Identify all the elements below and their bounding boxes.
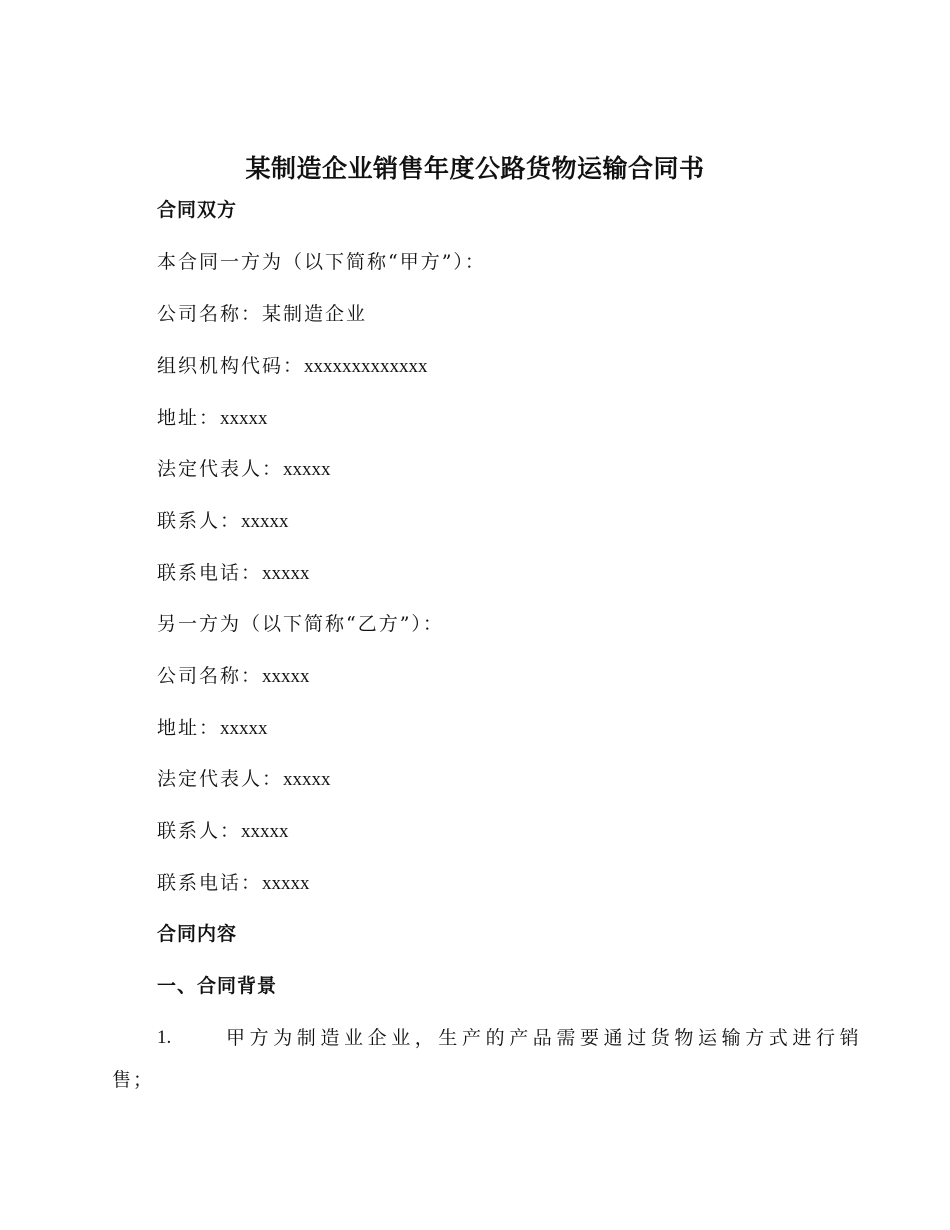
party-b-contact-value: xxxxx	[241, 821, 289, 842]
section-heading-parties: 合同双方	[157, 199, 238, 221]
background-item-number: 1.	[157, 1027, 172, 1048]
party-a-phone-value: xxxxx	[262, 563, 310, 584]
party-a-contact-value: xxxxx	[241, 511, 289, 532]
party-b-company-value: xxxxx	[262, 666, 310, 687]
background-item-text-continued: 售；	[112, 1069, 155, 1091]
party-b-company	[157, 662, 310, 691]
party-a-phone-label: 联系电话：	[157, 562, 263, 584]
party-b-address	[157, 714, 268, 743]
background-item-text: 甲方为制造业企业，生产的产品需要通过货物运输方式进行销	[226, 1027, 864, 1049]
party-b-address-value: xxxxx	[220, 718, 268, 739]
document-title: 某制造企业销售年度公路货物运输合同书	[245, 154, 705, 183]
party-b-phone-value: xxxxx	[262, 873, 310, 894]
party-a-address-label: 地址：	[157, 407, 221, 429]
party-a-org-code-label: 组织机构代码：	[157, 355, 305, 377]
party-a-contact	[157, 507, 289, 536]
party-b-address-label: 地址：	[157, 717, 221, 739]
party-a-phone	[157, 559, 310, 588]
party-a-org-code-value: xxxxxxxxxxxxx	[304, 356, 428, 377]
party-a-legal-rep	[157, 455, 331, 484]
section-heading-background: 一、合同背景	[157, 975, 278, 997]
party-a-address	[157, 404, 268, 433]
party-b-legal-rep-value: xxxxx	[283, 769, 331, 790]
party-b-phone-label: 联系电话：	[157, 872, 263, 894]
party-b-phone	[157, 869, 310, 898]
party-b-contact	[157, 817, 289, 846]
party-a-company	[157, 300, 367, 328]
party-a-legal-rep-label: 法定代表人：	[157, 458, 284, 480]
party-b-contact-label: 联系人：	[157, 820, 242, 842]
party-b-company-label: 公司名称：	[157, 665, 263, 687]
party-a-company-label: 公司名称：	[157, 303, 263, 325]
party-a-org-code	[157, 352, 428, 381]
party-b-intro: 另一方为（以下简称“乙方”）：	[157, 613, 444, 635]
party-b-legal-rep-label: 法定代表人：	[157, 768, 284, 790]
party-a-address-value: xxxxx	[220, 408, 268, 429]
party-a-company-value: 某制造企业	[262, 303, 368, 325]
party-b-legal-rep	[157, 765, 331, 794]
party-a-contact-label: 联系人：	[157, 510, 242, 532]
party-a-intro: 本合同一方为（以下简称“甲方”）：	[157, 251, 486, 273]
section-heading-content: 合同内容	[157, 923, 238, 945]
party-a-legal-rep-value: xxxxx	[283, 459, 331, 480]
